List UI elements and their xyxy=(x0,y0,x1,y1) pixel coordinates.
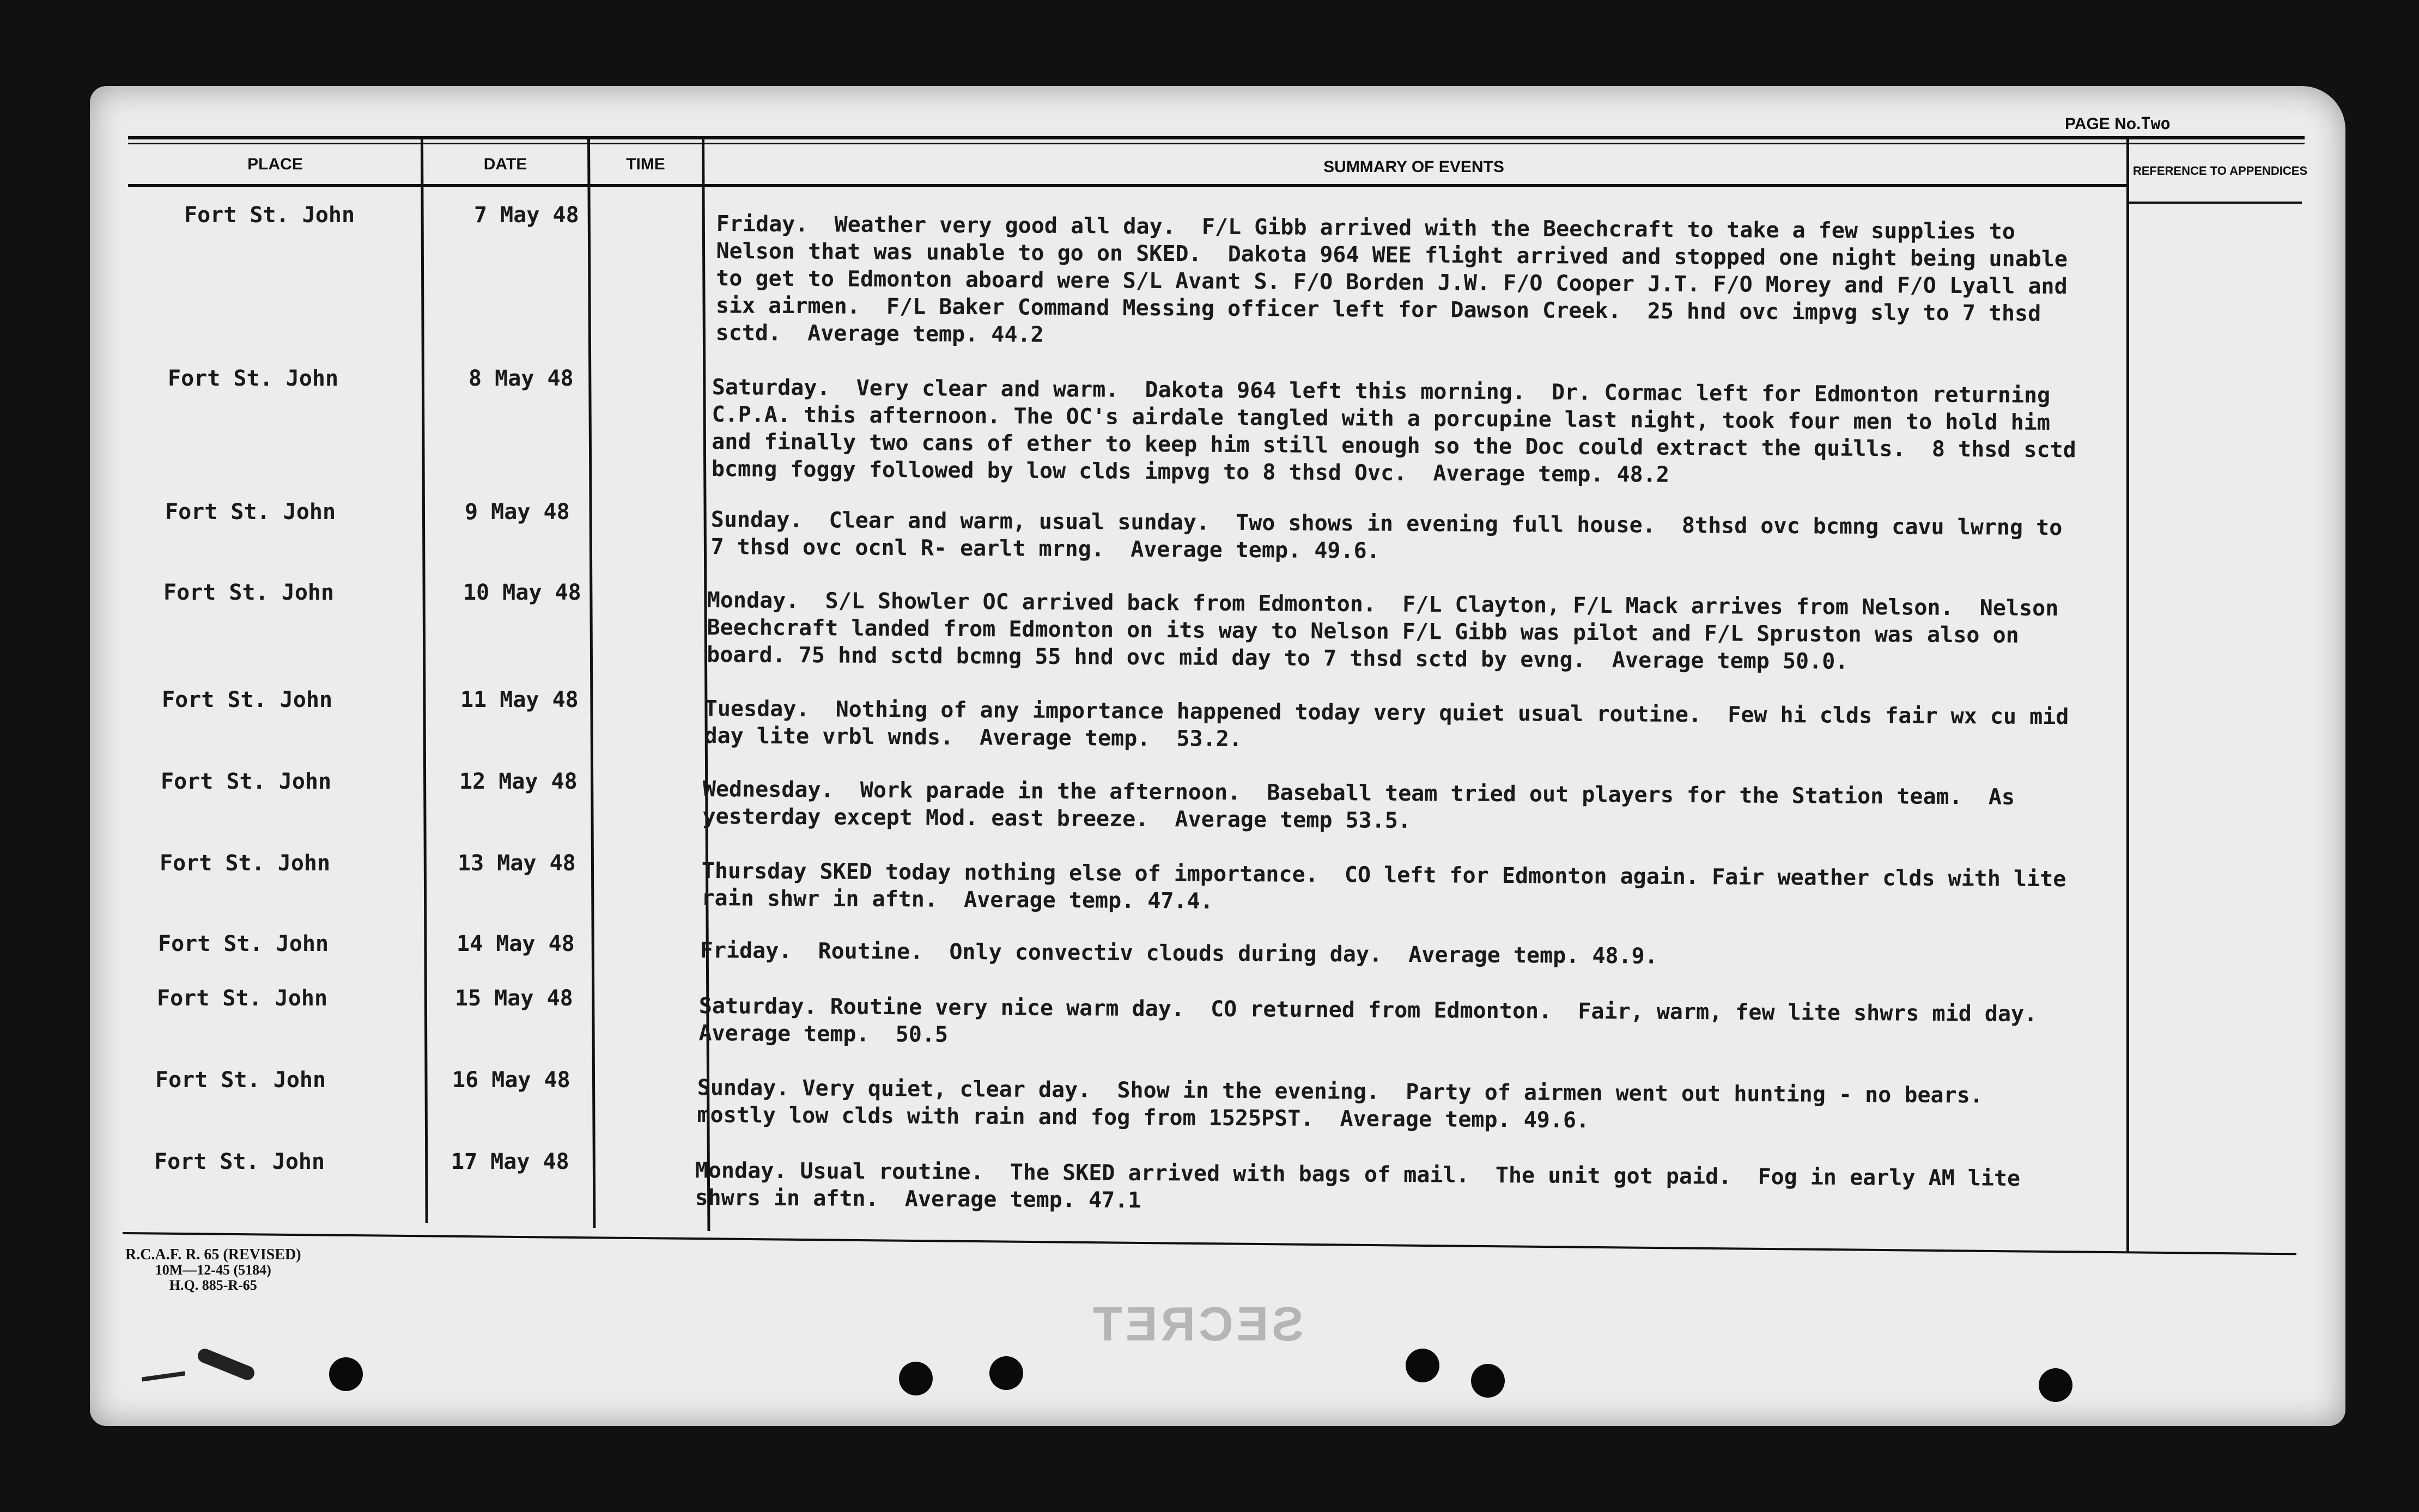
entry-place: Fort St. John xyxy=(161,769,332,794)
form-number-line-1: R.C.A.F. R. 65 (REVISED) xyxy=(125,1246,301,1263)
header-time: TIME xyxy=(626,155,665,173)
entry-summary: Tuesday. Nothing of any importance happened today very quiet usual routine. Few hi clds fair wx cu mid day lite vrbl wnds. Average temp. 53.2. xyxy=(704,696,2069,752)
punch-hole xyxy=(329,1357,363,1391)
entry-summary: Friday. Routine. Only convectiv clouds during day. Average temp. 48.9. xyxy=(700,938,1658,969)
secret-stamp-bleedthrough: SECRET xyxy=(1090,1297,1304,1351)
entry-summary: Wednesday. Work parade in the afternoon. Baseball team tried out players for the Station team. As yesterday except Mod. east breeze. Average temp 53.5. xyxy=(702,777,2015,833)
entry-summary: Monday. Usual routine. The SKED arrived with bags of mail. The unit got paid. Fog in early AM lite shwrs in aftn. Average temp. 47.1 xyxy=(695,1158,2021,1213)
entry-place: Fort St. John xyxy=(158,931,329,956)
punch-hole xyxy=(1406,1349,1439,1382)
entry-place: Fort St. John xyxy=(155,1068,326,1093)
page-number-value: Two xyxy=(2141,114,2171,133)
entry-date: 16 May 48 xyxy=(452,1068,570,1093)
header-reference: REFERENCE TO APPENDICES xyxy=(2132,164,2308,178)
punch-hole xyxy=(899,1362,933,1395)
entry-date: 7 May 48 xyxy=(474,203,579,228)
header-top-rule xyxy=(128,136,2305,139)
entry-summary: Friday. Weather very good all day. F/L Gibb arrived with the Beechcraft to take a few supplies to Nelson that was unable to go on SKED. Dakota 964 WEE flight arrived and stopped one night being unable to get to Edmonton aboard were S/L Avant S. F/O Borden J.W. F/O Cooper J.T. F/O Morey and F/O Lyall and six airmen. F/L Baker Command Messing officer left for Dawson Creek. 25 hnd ovc impvg sly to 7 thsd sctd. Average temp. 44.2 xyxy=(715,211,2068,347)
entry-place: Fort St. John xyxy=(165,499,336,525)
entry-date: 15 May 48 xyxy=(455,986,573,1011)
entry-date: 8 May 48 xyxy=(469,366,574,391)
entry-place: Fort St. John xyxy=(162,687,333,712)
entry-summary: Sunday. Very quiet, clear day. Show in the evening. Party of airmen went out hunting - no bears. mostly low clds with rain and fog from 1525PST. Average temp. 49.6. xyxy=(697,1075,1983,1133)
header-place: PLACE xyxy=(247,155,303,173)
entry-summary: Sunday. Clear and warm, usual sunday. Two shows in evening full house. 8thsd ovc bcmng cavu lwrng to 7 thsd ovc ocnl R- earlt mrng. Average temp. 49.6. xyxy=(710,507,2063,564)
header-date: DATE xyxy=(483,155,527,173)
entry-date: 13 May 48 xyxy=(458,851,576,876)
header-bottom-rule xyxy=(128,184,2128,187)
entry-summary: Thursday SKED today nothing else of importance. CO left for Edmonton again. Fair weather clds with lite rain shwr in aftn. Average temp. 47.4. xyxy=(701,858,2067,914)
entry-date: 14 May 48 xyxy=(457,931,575,956)
page-number xyxy=(2065,114,2171,133)
entry-summary: Saturday. Routine very nice warm day. CO returned from Edmonton. Fair, warm, few lite shwrs mid day. Average temp. 50.5 xyxy=(698,993,2038,1047)
reference-header-rule xyxy=(2128,202,2302,204)
entry-place: Fort St. John xyxy=(163,580,335,605)
column-divider-summary xyxy=(2126,139,2129,1253)
punch-hole xyxy=(1471,1364,1505,1398)
entry-place: Fort St. John xyxy=(160,851,331,876)
entry-place: Fort St. John xyxy=(168,366,339,391)
punch-hole xyxy=(989,1356,1023,1390)
form-number-line-3: H.Q. 885-R-65 xyxy=(169,1277,257,1293)
entry-place: Fort St. John xyxy=(157,986,328,1011)
header-top-rule-2 xyxy=(128,143,2305,144)
entry-date: 12 May 48 xyxy=(459,769,578,794)
entry-summary: Saturday. Very clear and warm. Dakota 964 left this morning. Dr. Cormac left for Edmonton returning C.P.A. this afternoon. The OC's airdale tangled with a porcupine last night, took four men to hold him and finally two cans of ether to keep him still enough so the Doc could extract the quills. 8 thsd sctd bcmng foggy followed by low clds impvg to 8 thsd Ovc. Average temp. 48.2 xyxy=(711,374,2076,487)
entry-place: Fort St. John xyxy=(154,1149,325,1174)
form-number xyxy=(125,1247,301,1293)
entry-date: 10 May 48 xyxy=(463,580,581,605)
header-summary: SUMMARY OF EVENTS xyxy=(1323,158,1504,176)
entry-date: 11 May 48 xyxy=(460,687,579,712)
entry-place: Fort St. John xyxy=(184,203,355,228)
page-number-label: PAGE No. xyxy=(2065,115,2141,133)
punch-hole xyxy=(2039,1368,2072,1402)
entry-summary: Monday. S/L Showler OC arrived back from Edmonton. F/L Clayton, F/L Mack arrives from Nelson. Nelson Beechcraft landed from Edmonton on its way to Nelson F/L Gibb was pilot and F/L Spruston was also on board. 75 hnd sctd bcmng 55 hnd ovc mid day to 7 thsd sctd by evng. Average temp 50.0. xyxy=(707,588,2059,674)
entry-date: 17 May 48 xyxy=(451,1149,569,1174)
form-number-line-2: 10M—12-45 (5184) xyxy=(155,1262,271,1278)
entry-date: 9 May 48 xyxy=(465,499,570,525)
